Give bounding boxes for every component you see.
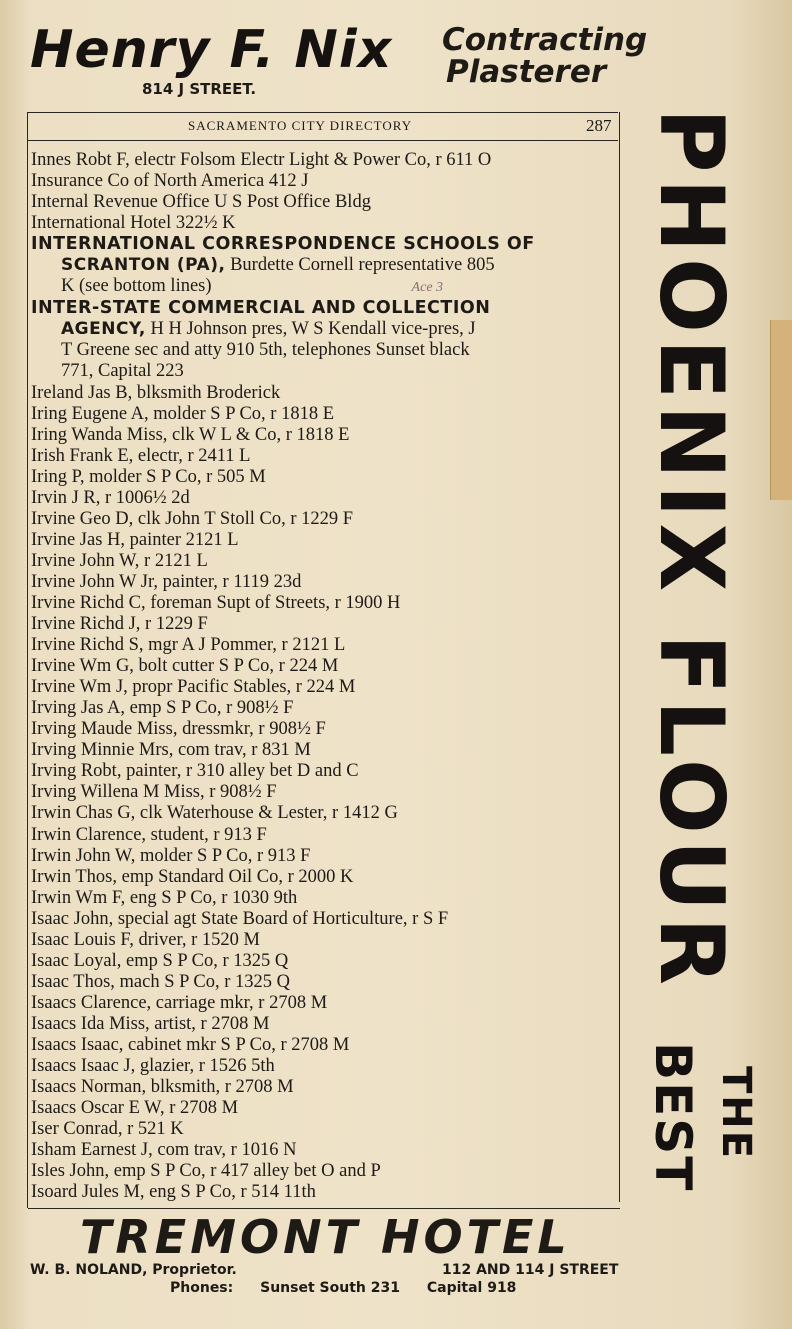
entry-text: Irvine John W Jr, painter, r 1119 23d xyxy=(31,571,302,592)
directory-entry xyxy=(31,340,617,361)
directory-entry xyxy=(31,404,617,425)
advertiser-trade xyxy=(442,24,647,88)
entry-text: Irvine Richd J, r 1229 F xyxy=(31,614,208,635)
top-advertisement xyxy=(30,20,670,108)
directory-entry xyxy=(31,361,617,382)
directory-entry xyxy=(31,446,617,467)
entry-text: Isaac Loyal, emp S P Co, r 1325 Q xyxy=(31,950,289,971)
directory-entry xyxy=(31,150,617,171)
directory-entry xyxy=(31,677,617,698)
header-rule-bottom xyxy=(28,140,618,141)
phone-sunset: Sunset South 231 xyxy=(260,1280,400,1296)
entry-text: Irving Jas A, emp S P Co, r 908½ F xyxy=(31,698,294,719)
entry-text: Iring P, molder S P Co, r 505 M xyxy=(31,466,266,487)
entry-text: Irwin John W, molder S P Co, r 913 F xyxy=(31,845,311,866)
entry-text: Isaacs Oscar E W, r 2708 M xyxy=(31,1098,239,1119)
left-border xyxy=(27,112,28,1208)
page-number: 287 xyxy=(586,116,612,135)
directory-entry xyxy=(31,867,617,888)
entry-text: Irving Maude Miss, dressmkr, r 908½ F xyxy=(31,719,326,740)
entry-text: Innes Robt F, electr Folsom Electr Light & Power Co, r 611 O xyxy=(31,150,492,170)
entry-text: Irish Frank E, electr, r 2411 L xyxy=(31,445,251,466)
directory-entry xyxy=(31,635,617,656)
directory-entry xyxy=(31,383,617,404)
entry-text: Isaacs Isaac J, glazier, r 1526 5th xyxy=(31,1056,275,1077)
entry-text: Isaacs Isaac, cabinet mkr S P Co, r 2708 M xyxy=(31,1034,350,1055)
column-divider xyxy=(619,112,620,1202)
entry-text: Insurance Co of North America 412 J xyxy=(31,171,309,192)
handwritten-annotation: Ace 3 xyxy=(411,280,444,296)
directory-entry xyxy=(31,276,617,298)
entry-text: Irvine Wm J, propr Pacific Stables, r 224 M xyxy=(31,677,356,698)
entry-text: Isaacs Ida Miss, artist, r 2708 M xyxy=(31,1013,270,1034)
directory-entry xyxy=(31,614,617,635)
directory-entry xyxy=(31,740,617,761)
entry-text: Irwin Thos, emp Standard Oil Co, r 2000 K xyxy=(31,866,354,887)
entry-text: H H Johnson pres, W S Kendall vice-pres, J xyxy=(145,319,476,340)
entry-text: Irving Robt, painter, r 310 alley bet D and C xyxy=(31,761,359,782)
entry-text: K (see bottom lines) xyxy=(61,276,212,297)
directory-entry xyxy=(31,656,617,677)
directory-entry xyxy=(31,761,617,782)
directory-entry xyxy=(31,993,617,1014)
entry-text: Irwin Wm F, eng S P Co, r 1030 9th xyxy=(31,887,298,908)
entry-text: Irvine John W, r 2121 L xyxy=(31,550,208,571)
entry-bold-name: SCRANTON (PA), xyxy=(61,255,226,276)
directory-entry xyxy=(31,234,617,255)
entry-text: Iring Eugene A, molder S P Co, r 1818 E xyxy=(31,403,334,424)
directory-entry xyxy=(31,509,617,530)
phones-label: Phones: xyxy=(170,1280,234,1296)
entry-text: Isoard Jules M, eng S P Co, r 514 11th xyxy=(31,1182,316,1203)
bottom-advertisement xyxy=(30,1210,670,1320)
hotel-address: 112 AND 114 J STREET xyxy=(442,1262,619,1278)
entry-text: Irvine Wm G, bolt cutter S P Co, r 224 M xyxy=(31,656,339,677)
directory-entry xyxy=(31,1140,617,1161)
entry-text: Burdette Cornell representative 805 xyxy=(225,255,495,276)
entry-text: Isaac Thos, mach S P Co, r 1325 Q xyxy=(31,971,290,992)
entry-text: INTERNATIONAL CORRESPONDENCE SCHOOLS OF xyxy=(31,234,535,255)
header-rule-top xyxy=(28,112,618,113)
entry-text: Irvine Jas H, painter 2121 L xyxy=(31,529,239,550)
directory-entry xyxy=(31,930,617,951)
entry-text: Isaac Louis F, driver, r 1520 M xyxy=(31,929,260,950)
entry-text: Isles John, emp S P Co, r 417 alley bet O and P xyxy=(31,1161,381,1182)
entry-text: Isaac John, special agt State Board of Horticulture, r S F xyxy=(31,908,449,929)
directory-entry xyxy=(31,951,617,972)
directory-entry xyxy=(31,972,617,993)
directory-entry xyxy=(31,1182,617,1203)
directory-entry xyxy=(31,488,617,509)
directory-entry xyxy=(31,467,617,488)
directory-entry xyxy=(31,1077,617,1098)
directory-entry xyxy=(31,1098,617,1119)
entry-text: Irving Minnie Mrs, com trav, r 831 M xyxy=(31,740,311,761)
entry-text: Irwin Clarence, student, r 913 F xyxy=(31,824,267,845)
entry-text: Iring Wanda Miss, clk W L & Co, r 1818 E xyxy=(31,424,350,445)
advertiser-address: 814 J STREET. xyxy=(142,80,257,98)
entry-text: Irvin J R, r 1006½ 2d xyxy=(31,487,190,508)
directory-entry xyxy=(31,171,617,192)
hotel-proprietor: W. B. NOLAND, Proprietor. xyxy=(30,1262,237,1278)
trade-line-1: Contracting xyxy=(442,22,648,58)
directory-entry xyxy=(31,803,617,824)
side-advertisement xyxy=(626,108,759,1198)
entry-text: Irvine Richd C, foreman Supt of Streets, r 1900 H xyxy=(31,592,401,613)
directory-entry xyxy=(31,1035,617,1056)
entry-text: Iser Conrad, r 521 K xyxy=(31,1119,184,1140)
hotel-phones xyxy=(170,1280,538,1296)
entry-text: Isaacs Norman, blksmith, r 2708 M xyxy=(31,1077,294,1098)
advertiser-name: Henry F. Nix xyxy=(30,20,393,80)
entry-text: Irving Willena M Miss, r 908½ F xyxy=(31,782,277,803)
directory-entry xyxy=(31,1161,617,1182)
directory-entry xyxy=(31,1119,617,1140)
side-ad-the: THE xyxy=(713,1066,759,1161)
directory-entry xyxy=(31,888,617,909)
entry-text: T Greene sec and atty 910 5th, telephones Sunset black xyxy=(61,340,470,361)
directory-entry xyxy=(31,719,617,740)
entry-text: 771, Capital 223 xyxy=(61,361,184,382)
entry-text: Irvine Richd S, mgr A J Pommer, r 2121 L xyxy=(31,635,346,656)
entry-text: Isaacs Clarence, carriage mkr, r 2708 M xyxy=(31,992,328,1013)
directory-entries xyxy=(31,150,617,1203)
directory-entry xyxy=(31,1014,617,1035)
directory-entry xyxy=(31,572,617,593)
directory-entry xyxy=(31,425,617,446)
entry-bold-name: AGENCY, xyxy=(61,319,146,340)
directory-entry xyxy=(31,551,617,572)
directory-entry xyxy=(31,298,617,319)
entry-text: Irwin Chas G, clk Waterhouse & Lester, r 1412 G xyxy=(31,803,398,824)
trade-line-2: Plasterer xyxy=(446,54,607,90)
side-ad-best: BEST xyxy=(644,1042,702,1193)
directory-entry xyxy=(31,825,617,846)
entry-text: International Hotel 322½ K xyxy=(31,213,236,234)
entry-text: INTER-STATE COMMERCIAL AND COLLECTION xyxy=(31,298,491,319)
directory-entry xyxy=(31,909,617,930)
directory-entry xyxy=(31,213,617,234)
directory-entry xyxy=(31,255,617,276)
directory-entry xyxy=(31,530,617,551)
directory-entry xyxy=(31,192,617,213)
entry-text: Isham Earnest J, com trav, r 1016 N xyxy=(31,1140,297,1161)
entry-text: Ireland Jas B, blksmith Broderick xyxy=(31,382,281,403)
directory-entry xyxy=(31,319,617,340)
hotel-name: TREMONT HOTEL xyxy=(80,1210,571,1264)
directory-entry xyxy=(31,698,617,719)
directory-entry xyxy=(31,1056,617,1077)
page-title: SACRAMENTO CITY DIRECTORY xyxy=(188,118,413,133)
entry-text: Internal Revenue Office U S Post Office Bldg xyxy=(31,192,371,213)
page-tab xyxy=(770,320,792,500)
phone-capital: Capital 918 xyxy=(426,1280,517,1296)
directory-entry xyxy=(31,782,617,803)
entry-text: Irvine Geo D, clk John T Stoll Co, r 1229 F xyxy=(31,508,354,529)
footer-rule xyxy=(28,1208,620,1209)
directory-entry xyxy=(31,846,617,867)
side-ad-brand: PHOENIX FLOUR xyxy=(640,108,743,992)
directory-entry xyxy=(31,593,617,614)
